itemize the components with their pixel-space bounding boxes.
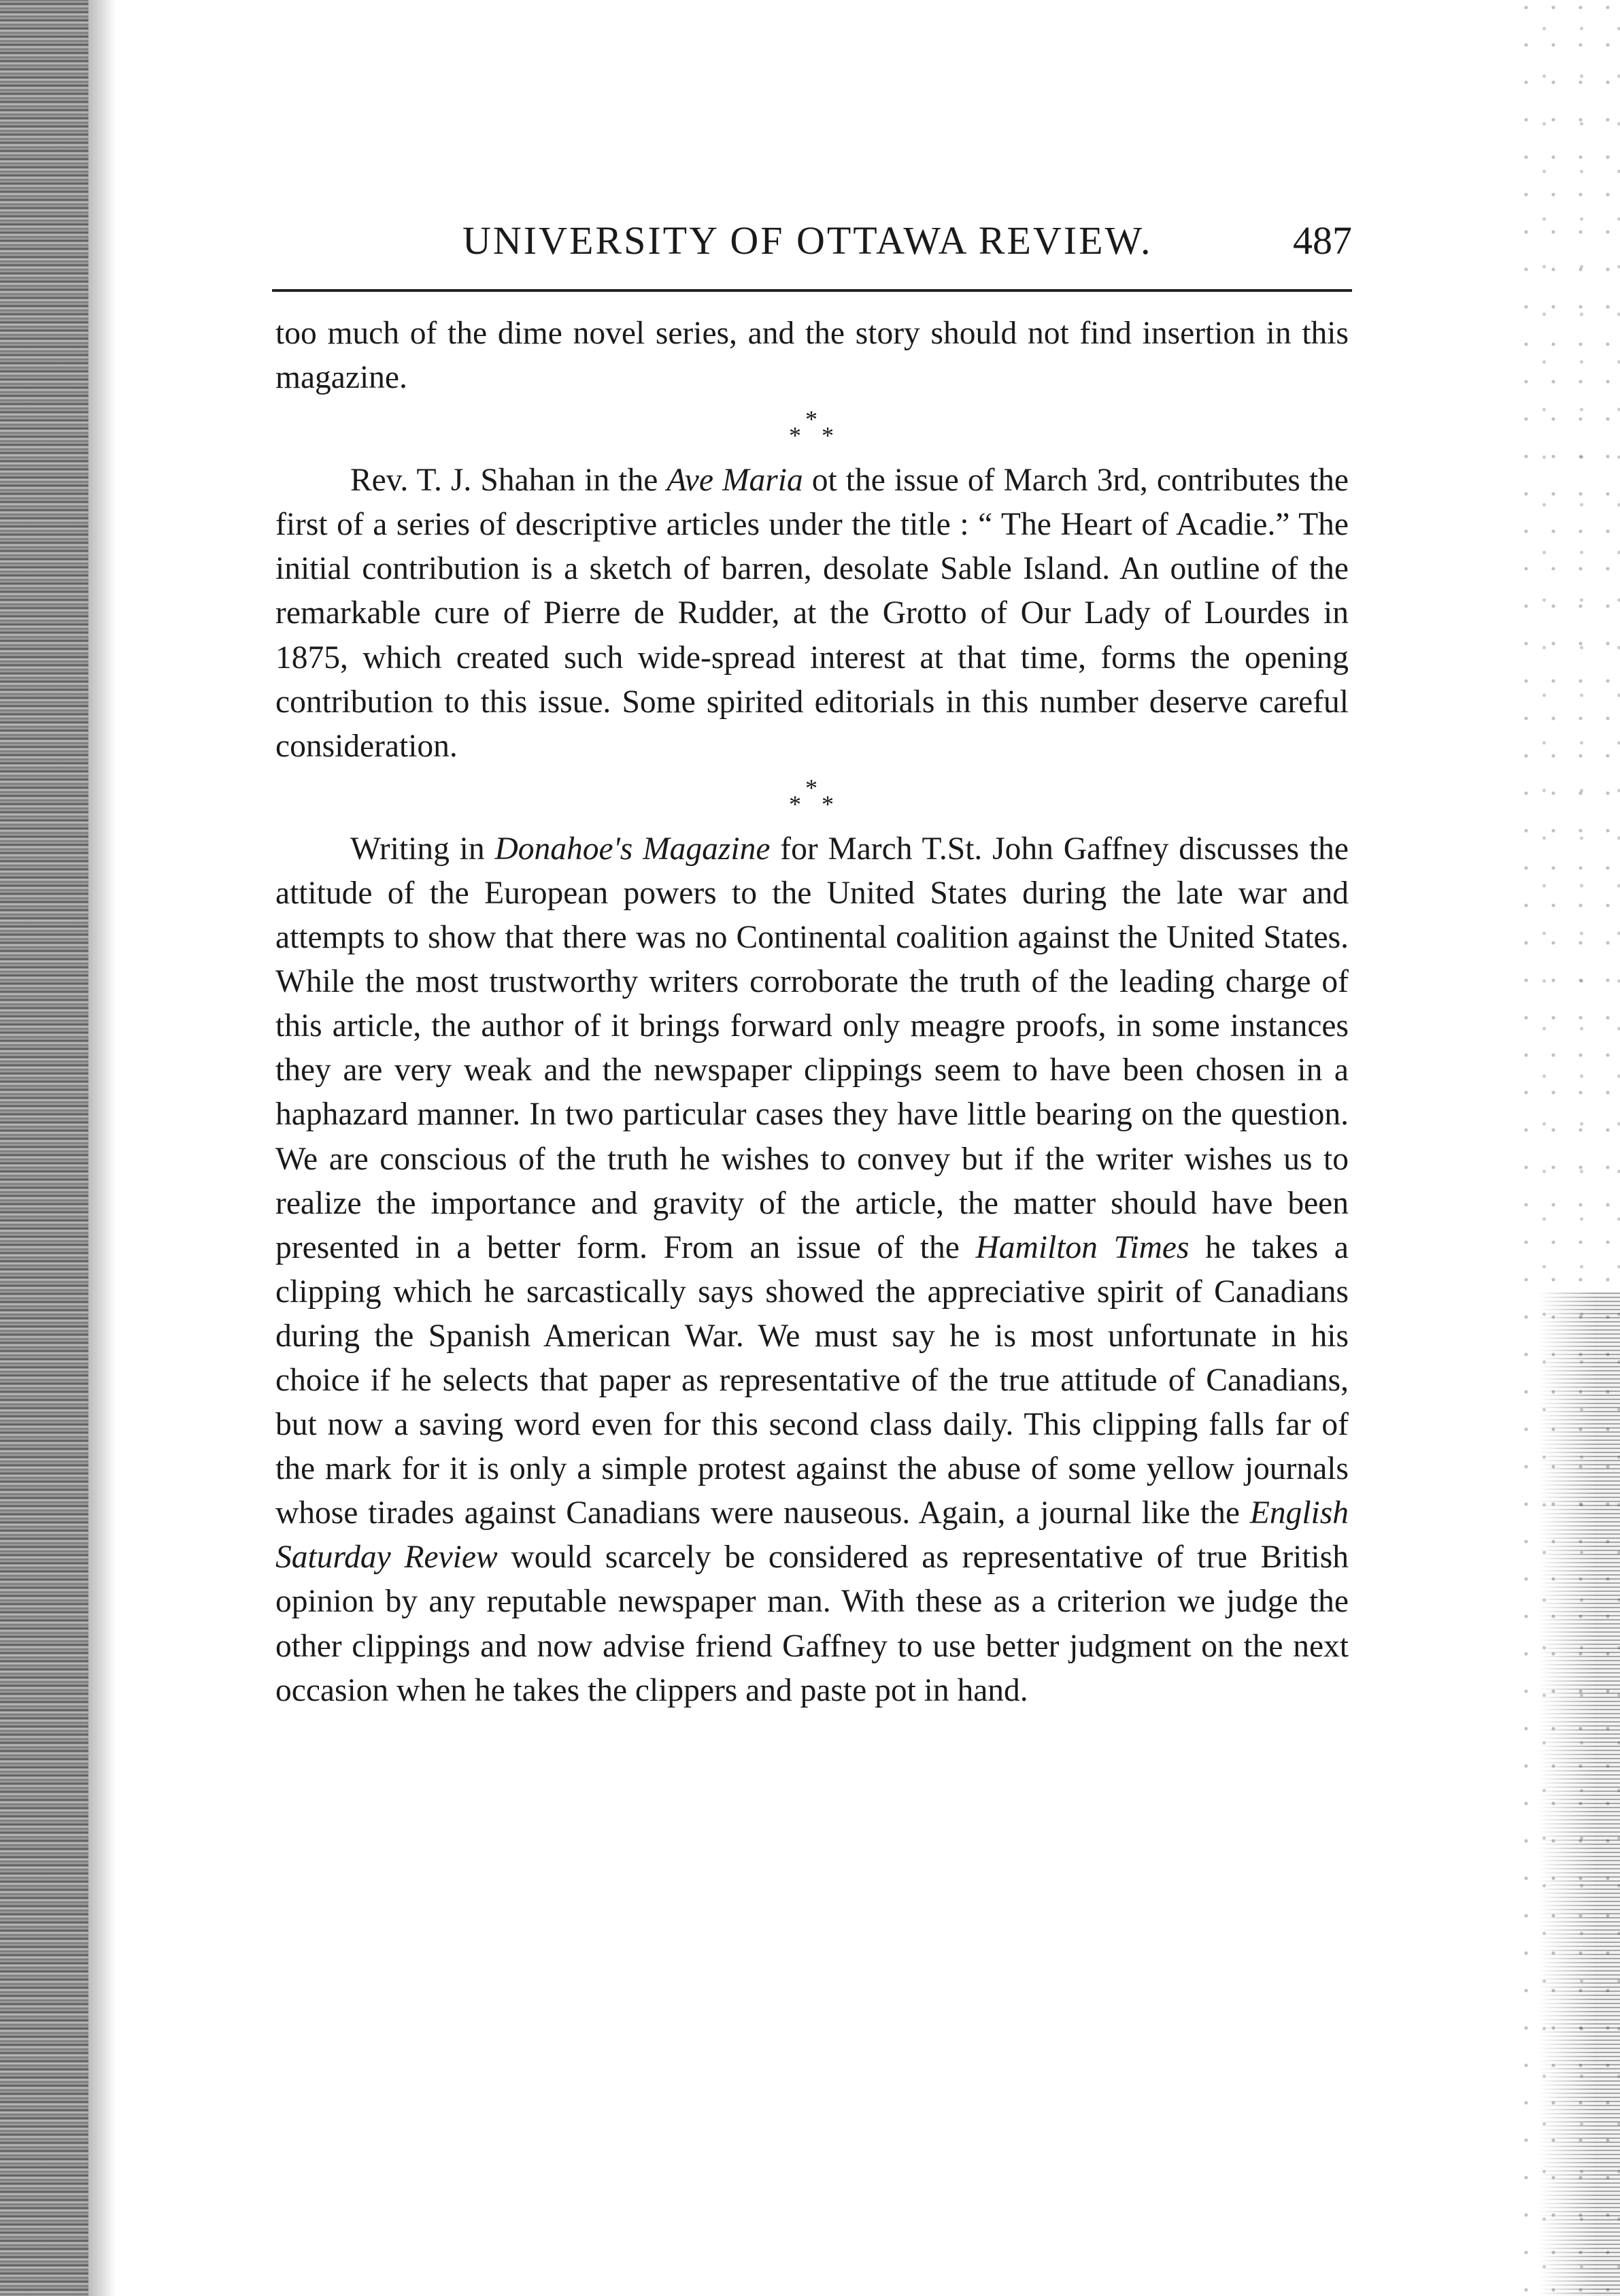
paragraph-text: for March T.St. John Gaffney discusses the attitude of the European powers to the United States during the late war and attempts to show that there was no Continental coalition against the United States. While the most trustworthy writers corroborate the truth of the leading charge of this article, the author of it brings forward only meagre proofs, in some instances they are very weak and the newspaper clippings seem to have been chosen in a haphazard manner. In two particular cases they have little bearing on the question. We are conscious of the truth he wishes to convey but if the writer wishes us to realize the importance and gravity of the article, the matter should have been presented in a better form. From an issue of the: [275, 831, 1349, 1265]
asterism-star: *: [805, 773, 817, 801]
paragraph-text: Rev. T. J. Shahan in the: [350, 463, 667, 499]
asterism-star: *: [822, 422, 834, 450]
publication-title: Ave Maria: [666, 463, 803, 499]
paragraph-text: ot the issue of March 3rd, contributes the first of a series of descriptive articles under the title : “ The Heart of Acadie.” The initial contribution is a sketch of barren, desolate Sable Island. An outline of the remarkable cure of Pierre de Rudder, at the Grotto of Our Lady of Lourdes in 1875, which created such wide-spread interest at that time, forms the opening contribution to this issue. Some spirited editorials in this number deserve careful consideration.: [275, 463, 1349, 764]
scanned-binding-edge: [0, 0, 88, 2296]
paragraph-text: he takes a clipping which he sarcastically says showed the appreciative spirit of Canadians during the Spanish American War. We must say he is most unfortunate in his choice if he selects that paper as representative of the true attitude of Canadians, but now a saving word even for this second class daily. This clipping falls far of the mark for it is only a simple protest against the abuse of some yellow journals whose tirades against Canadians were nauseous. Again, a journal like the: [275, 1229, 1349, 1531]
paragraph-donahoes-magazine: [275, 827, 1349, 1713]
binding-shadow: [88, 0, 116, 2296]
header-rule: [272, 289, 1352, 292]
asterism-star: *: [805, 405, 817, 433]
asterism-star: *: [822, 790, 834, 818]
paragraph-text: Writing in: [350, 831, 495, 867]
paragraph-text: would scarcely be considered as representative of true British opinion by any reputable newspaper man. With these as a criterion we judge the other clippings and now advise friend Gaffney to use better judgment on the next occasion when he takes the clippers and paste pot in hand.: [275, 1540, 1349, 1708]
asterism-star: *: [789, 790, 801, 818]
publication-title: English Saturday Review: [275, 1495, 1349, 1576]
page-header: [272, 218, 1352, 272]
article-body: [275, 312, 1349, 1713]
section-asterism: [275, 769, 1349, 827]
page-number: 487: [1293, 218, 1352, 263]
paragraph-text: too much of the dime novel series, and the story should not find insertion in this magazine.: [275, 316, 1349, 396]
publication-title: Hamilton Times: [975, 1229, 1189, 1265]
paragraph-ave-maria: [275, 459, 1349, 769]
publication-title: Donahoe's Magazine: [494, 831, 771, 867]
paragraph-continuation: [275, 312, 1349, 400]
section-asterism: [275, 400, 1349, 459]
scan-dark-edge: [1538, 1293, 1620, 2296]
running-title: UNIVERSITY OF OTTAWA REVIEW.: [462, 218, 1153, 263]
asterism-star: *: [789, 422, 801, 450]
